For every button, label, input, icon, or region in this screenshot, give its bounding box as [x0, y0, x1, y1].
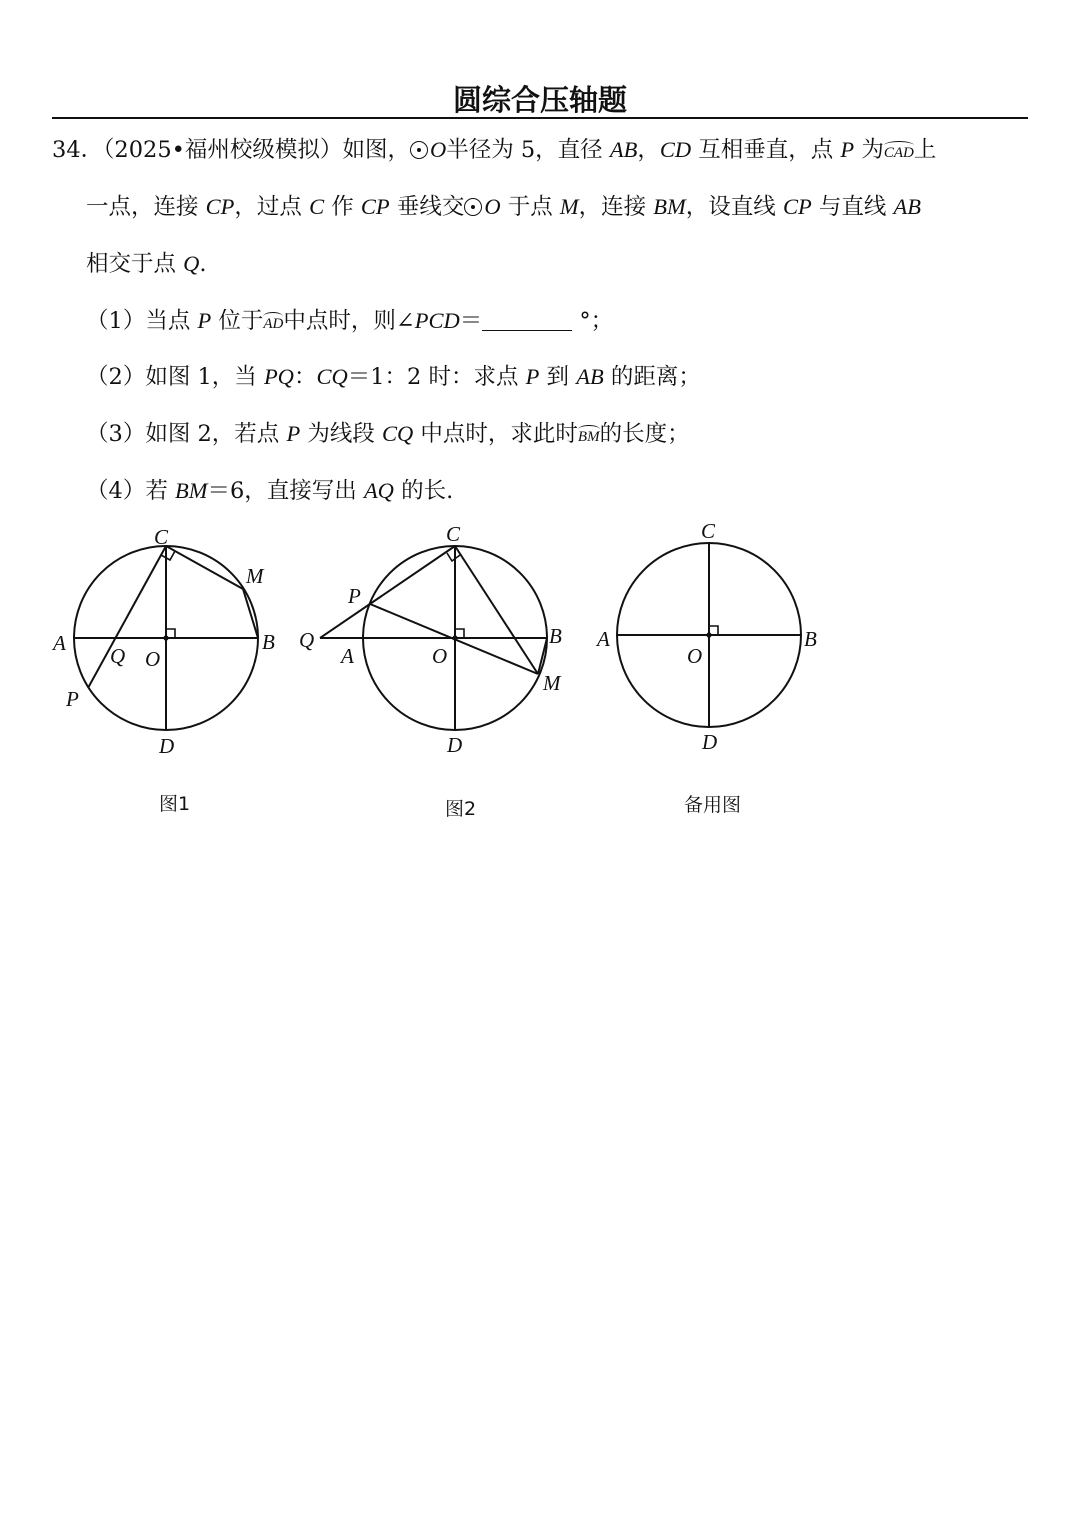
problem-number: 34．	[52, 137, 104, 163]
fig3-label-b: B	[804, 627, 817, 651]
q1-text: °；	[572, 308, 614, 334]
figure-1-caption: 图1	[159, 793, 191, 815]
stem-text: 为	[854, 137, 884, 163]
q2-text: 的距离；	[603, 364, 701, 390]
stem-var: BM	[653, 194, 686, 219]
stem-text: 如图，	[342, 137, 410, 163]
stem-var: AB	[893, 194, 922, 219]
fig2-label-b: B	[549, 624, 562, 648]
fig1-label-d: D	[159, 734, 175, 758]
figure-2	[320, 546, 547, 730]
page-title: 圆综合压轴题	[452, 83, 627, 117]
stem-text: 上	[913, 137, 937, 163]
fig1-label-a: A	[53, 631, 66, 655]
stem-text: 于点	[500, 194, 560, 220]
fig2-label-a: A	[341, 644, 354, 668]
figure-backup-caption: 备用图	[684, 794, 742, 816]
q1-text: ＝	[459, 308, 483, 334]
fig2-label-q: Q	[299, 628, 315, 652]
q1-text: 中点时，则∠	[283, 308, 415, 334]
stem-text: 半径为 5，直径	[446, 137, 610, 163]
fig3-label-a: A	[597, 627, 610, 651]
fig3-label-d: D	[702, 730, 718, 754]
problem-stem-line-2	[86, 189, 921, 221]
stem-text: 互相垂直，点	[691, 137, 841, 163]
problem-source: （2025•福州校级模拟）	[103, 137, 343, 163]
q2-text: ：	[293, 364, 317, 390]
arc-ad: AD	[263, 312, 283, 333]
stem-text: 一点，连接	[86, 194, 206, 220]
stem-text: 相交于点	[86, 251, 184, 277]
fig3-center-dot	[706, 632, 711, 637]
fig2-label-d: D	[447, 733, 463, 757]
stem-text: ，设直线	[685, 194, 783, 220]
q4-text: 的长.	[393, 478, 454, 504]
stem-text: 垂线交	[389, 194, 465, 220]
q2-var: AB	[576, 364, 604, 389]
stem-text: 作	[324, 194, 361, 220]
figure-2-caption: 图2	[445, 798, 477, 820]
problem-stem-line-3	[86, 246, 207, 278]
question-1	[86, 303, 613, 335]
q2-text: 到	[539, 364, 577, 390]
q3-var: CQ	[382, 421, 414, 446]
question-3	[86, 416, 690, 448]
stem-var: O	[484, 194, 501, 219]
answer-blank	[482, 310, 572, 331]
stem-text: ，	[637, 137, 660, 163]
arc-cad: CAD	[884, 141, 914, 162]
fig2-label-c: C	[446, 522, 461, 546]
q4-text: （4）若	[86, 478, 175, 504]
stem-var: M	[559, 194, 579, 219]
q1-var: PCD	[414, 308, 460, 333]
q2-text: ＝1：2 时：求点	[347, 364, 526, 390]
q3-text: （3）如图 2，若点	[86, 421, 287, 447]
q3-var: P	[286, 421, 301, 446]
fig2-line-qc	[320, 546, 455, 638]
stem-var: CD	[659, 137, 692, 162]
stem-var: P	[840, 137, 855, 162]
q3-text: 中点时，求此时	[413, 421, 578, 447]
fig2-label-o: O	[432, 644, 448, 668]
fig1-label-c: C	[154, 525, 169, 549]
q3-text: 的长度；	[599, 421, 690, 447]
q1-text: 位于	[211, 308, 264, 334]
fig3-label-o: O	[687, 644, 703, 668]
fig1-line-bm	[243, 589, 258, 638]
q4-var: AQ	[363, 478, 394, 503]
q2-var: PQ	[263, 364, 294, 389]
q3-text: 为线段	[300, 421, 382, 447]
stem-text: ，过点	[234, 194, 310, 220]
stem-var: C	[309, 194, 325, 219]
q2-var: CQ	[316, 364, 348, 389]
question-2	[86, 359, 701, 391]
q4-text: ＝6，直接写出	[207, 478, 364, 504]
circle-dot-symbol	[410, 141, 428, 159]
q1-var: P	[197, 308, 212, 333]
fig2-right-angle-c	[447, 553, 460, 561]
figures-svg	[0, 500, 1080, 780]
fig1-line-cm	[166, 546, 243, 589]
stem-var: O	[429, 137, 447, 162]
circle-dot-symbol	[464, 198, 482, 216]
fig1-label-b: B	[262, 630, 275, 654]
title-rule	[52, 117, 1028, 119]
fig2-line-cm	[455, 546, 538, 674]
fig1-center-dot	[163, 635, 168, 640]
fig2-label-m: M	[543, 671, 561, 695]
q2-var: P	[525, 364, 540, 389]
q2-text: （2）如图 1，当	[86, 364, 264, 390]
q4-var: BM	[174, 478, 208, 503]
problem-stem-line-1	[52, 132, 936, 164]
fig1-label-q: Q	[110, 644, 126, 668]
arc-bm: BM	[578, 425, 600, 446]
stem-text: ，连接	[578, 194, 654, 220]
stem-var: AB	[609, 137, 638, 162]
fig1-label-m: M	[246, 564, 264, 588]
stem-var: CP	[782, 194, 812, 219]
stem-var: CP	[360, 194, 390, 219]
stem-var: Q	[183, 251, 200, 276]
stem-var: CP	[205, 194, 235, 219]
fig3-label-c: C	[701, 519, 716, 543]
fig2-label-p: P	[348, 584, 361, 608]
fig1-label-p: P	[66, 687, 79, 711]
stem-text: 与直线	[811, 194, 894, 220]
q1-text: （1）当点	[86, 308, 198, 334]
fig2-center-dot	[452, 635, 457, 640]
stem-text: .	[199, 251, 207, 277]
fig1-label-o: O	[145, 647, 161, 671]
